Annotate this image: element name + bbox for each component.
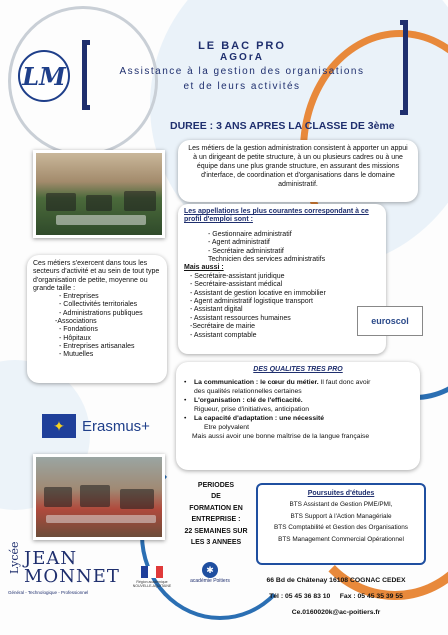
internship-periods (170, 480, 262, 548)
quality-item (184, 396, 412, 405)
title-bracket-left (82, 40, 90, 110)
french-flag-icon (141, 566, 163, 578)
academie-icon: ✱ (202, 562, 218, 578)
quality-rest: Il faut donc avoir (318, 379, 371, 386)
sector-item: - Administrations publiques (59, 309, 143, 317)
school-logo (18, 50, 70, 102)
title-line1: LE BAC PRO (198, 40, 286, 52)
address-line: 66 Bd de Châtenay 16108 COGNAC CEDEX (266, 577, 406, 584)
bullet-icon: • (184, 397, 187, 404)
job-title-item: - Assistant comptable (190, 331, 257, 339)
quality-bold: La communication : le cœur du métier. (194, 379, 319, 386)
further-studies-box (258, 485, 424, 563)
bullet-icon: • (184, 415, 187, 422)
duration-text: DUREE : 3 ANS APRES LA CLASSE DE 3ème (170, 120, 395, 132)
job-title-item: - Secrétaire administratif (208, 247, 284, 255)
job-title-item: - Assistant ressources humaines (190, 314, 291, 322)
title-line2: AGOrA (220, 52, 264, 63)
computer-room-photo (33, 454, 165, 540)
sector-item: -Associations (55, 318, 97, 326)
classroom-photo (33, 150, 165, 238)
quality-last: Mais aussi avoir une bonne maîtrise de la langue française (192, 433, 370, 440)
periods-line: ENTREPRISE : (191, 516, 241, 524)
further-study-item: BTS Support à l'Action Managériale (290, 512, 392, 520)
periods-line: 22 SEMAINES SUR (184, 527, 248, 535)
job-title-item: - Secrétaire-assistant juridique (190, 272, 285, 280)
euroscol-text: euroscol (371, 316, 409, 326)
qualities-box (176, 362, 420, 470)
quality-item (184, 414, 412, 423)
job-title-item: Technicien des services administratifs (208, 256, 326, 264)
title-line4: et de leurs activités (183, 81, 301, 92)
further-study-item: BTS Comptabilité et Gestion des Organisations (274, 524, 408, 532)
quality-detail: Etre polyvalent (204, 424, 249, 431)
academie-logo (190, 562, 230, 592)
job-title-item: - Agent administratif (208, 239, 270, 247)
periods-line: DE (211, 493, 221, 501)
sectors-intro: Ces métiers s'exercent dans tous les secteurs d'activité et au sein de tout type d'organisation de petite, moyenne ou grande taille : (33, 260, 160, 292)
eu-flag-icon: ✦ (42, 414, 76, 438)
sector-item: - Collectivités territoriales (59, 301, 138, 309)
job-title-item: -Secrétaire de mairie (190, 323, 255, 331)
lycee-monnet: MONNET (24, 566, 120, 587)
periods-line: LES 3 ANNEES (190, 539, 242, 547)
quality-item (184, 378, 412, 387)
logo-text: LM (22, 61, 66, 91)
quality-bold: La capacité d'adaptation : une nécessité (194, 415, 325, 422)
phone-line: Tél : 05 45 36 83 10 Fax : 05 45 35 39 55 (269, 593, 403, 600)
lycee-word: Lycée (8, 541, 21, 574)
lycee-jean: JEAN (24, 548, 78, 569)
intro-text: Les métiers de la gestion administration consistent à apporter un appui à un dirigeant de petite structure, à un ou plusieurs cadres ou à une équipe dans une plus grande structure, en assurant des missions d'interface, de coordination et d'organisations dans le domaine administratif. (188, 145, 408, 188)
lycee-logo (8, 541, 128, 608)
job-title-item: - Assistant digital (190, 306, 243, 314)
job-title-item: - Agent administratif logistique transport (190, 298, 313, 306)
sector-item: - Hôpitaux (59, 334, 91, 342)
title-bracket-right (400, 20, 408, 115)
sector-item: - Mutuelles (59, 351, 94, 359)
title-block (92, 40, 392, 93)
lycee-subtitle: Général - Technologique - Professionnel (8, 590, 89, 595)
qualities-title: DES QUALITES TRES PRO (253, 366, 343, 373)
periods-line: PERIODES (197, 482, 235, 489)
euroscol-logo (357, 306, 423, 336)
email-line: Ce.0160020k@ac-poitiers.fr (291, 609, 381, 616)
job-title-item: - Assistant de gestion locative en immobilier (190, 289, 326, 297)
further-studies-title: Poursuites d'études (307, 490, 375, 497)
quality-detail: des qualités relationnelles certaines (194, 388, 302, 395)
sectors-box (27, 255, 167, 383)
intro-box (178, 140, 418, 202)
periods-line: FORMATION EN (189, 504, 243, 512)
job-title-item: - Gestionnaire administratif (208, 230, 292, 238)
further-study-item: BTS Assistant de Gestion PME/PMI, (289, 501, 393, 509)
address-block (236, 573, 436, 621)
job-title-item: - Secrétaire-assistant médical (190, 281, 283, 289)
quality-bold: L'organisation : clé de l'efficacité. (194, 397, 303, 404)
erasmus-text: Erasmus+ (82, 417, 150, 435)
erasmus-logo (42, 412, 182, 440)
region-logo (128, 566, 176, 596)
job-titles-heading: Les appellations les plus courantes correspondant à ce profil d'emploi sont : (184, 208, 369, 224)
sector-item: - Entreprises artisanales (59, 342, 135, 350)
region-text: Région académique NOUVELLE-AQUITAINE (132, 580, 172, 588)
academie-text: académie Poitiers (190, 578, 230, 584)
sector-item: - Fondations (59, 326, 98, 334)
job-titles-box (178, 204, 386, 354)
further-study-item: BTS Management Commercial Opérationnel (278, 535, 404, 543)
also-heading: Mais aussi : (184, 264, 224, 272)
bullet-icon: • (184, 379, 187, 386)
title-line3: Assistance à la gestion des organisations (119, 66, 365, 77)
sector-item: - Entreprises (59, 293, 99, 301)
quality-detail: Rigueur, prise d'initiatives, anticipation (194, 406, 310, 413)
